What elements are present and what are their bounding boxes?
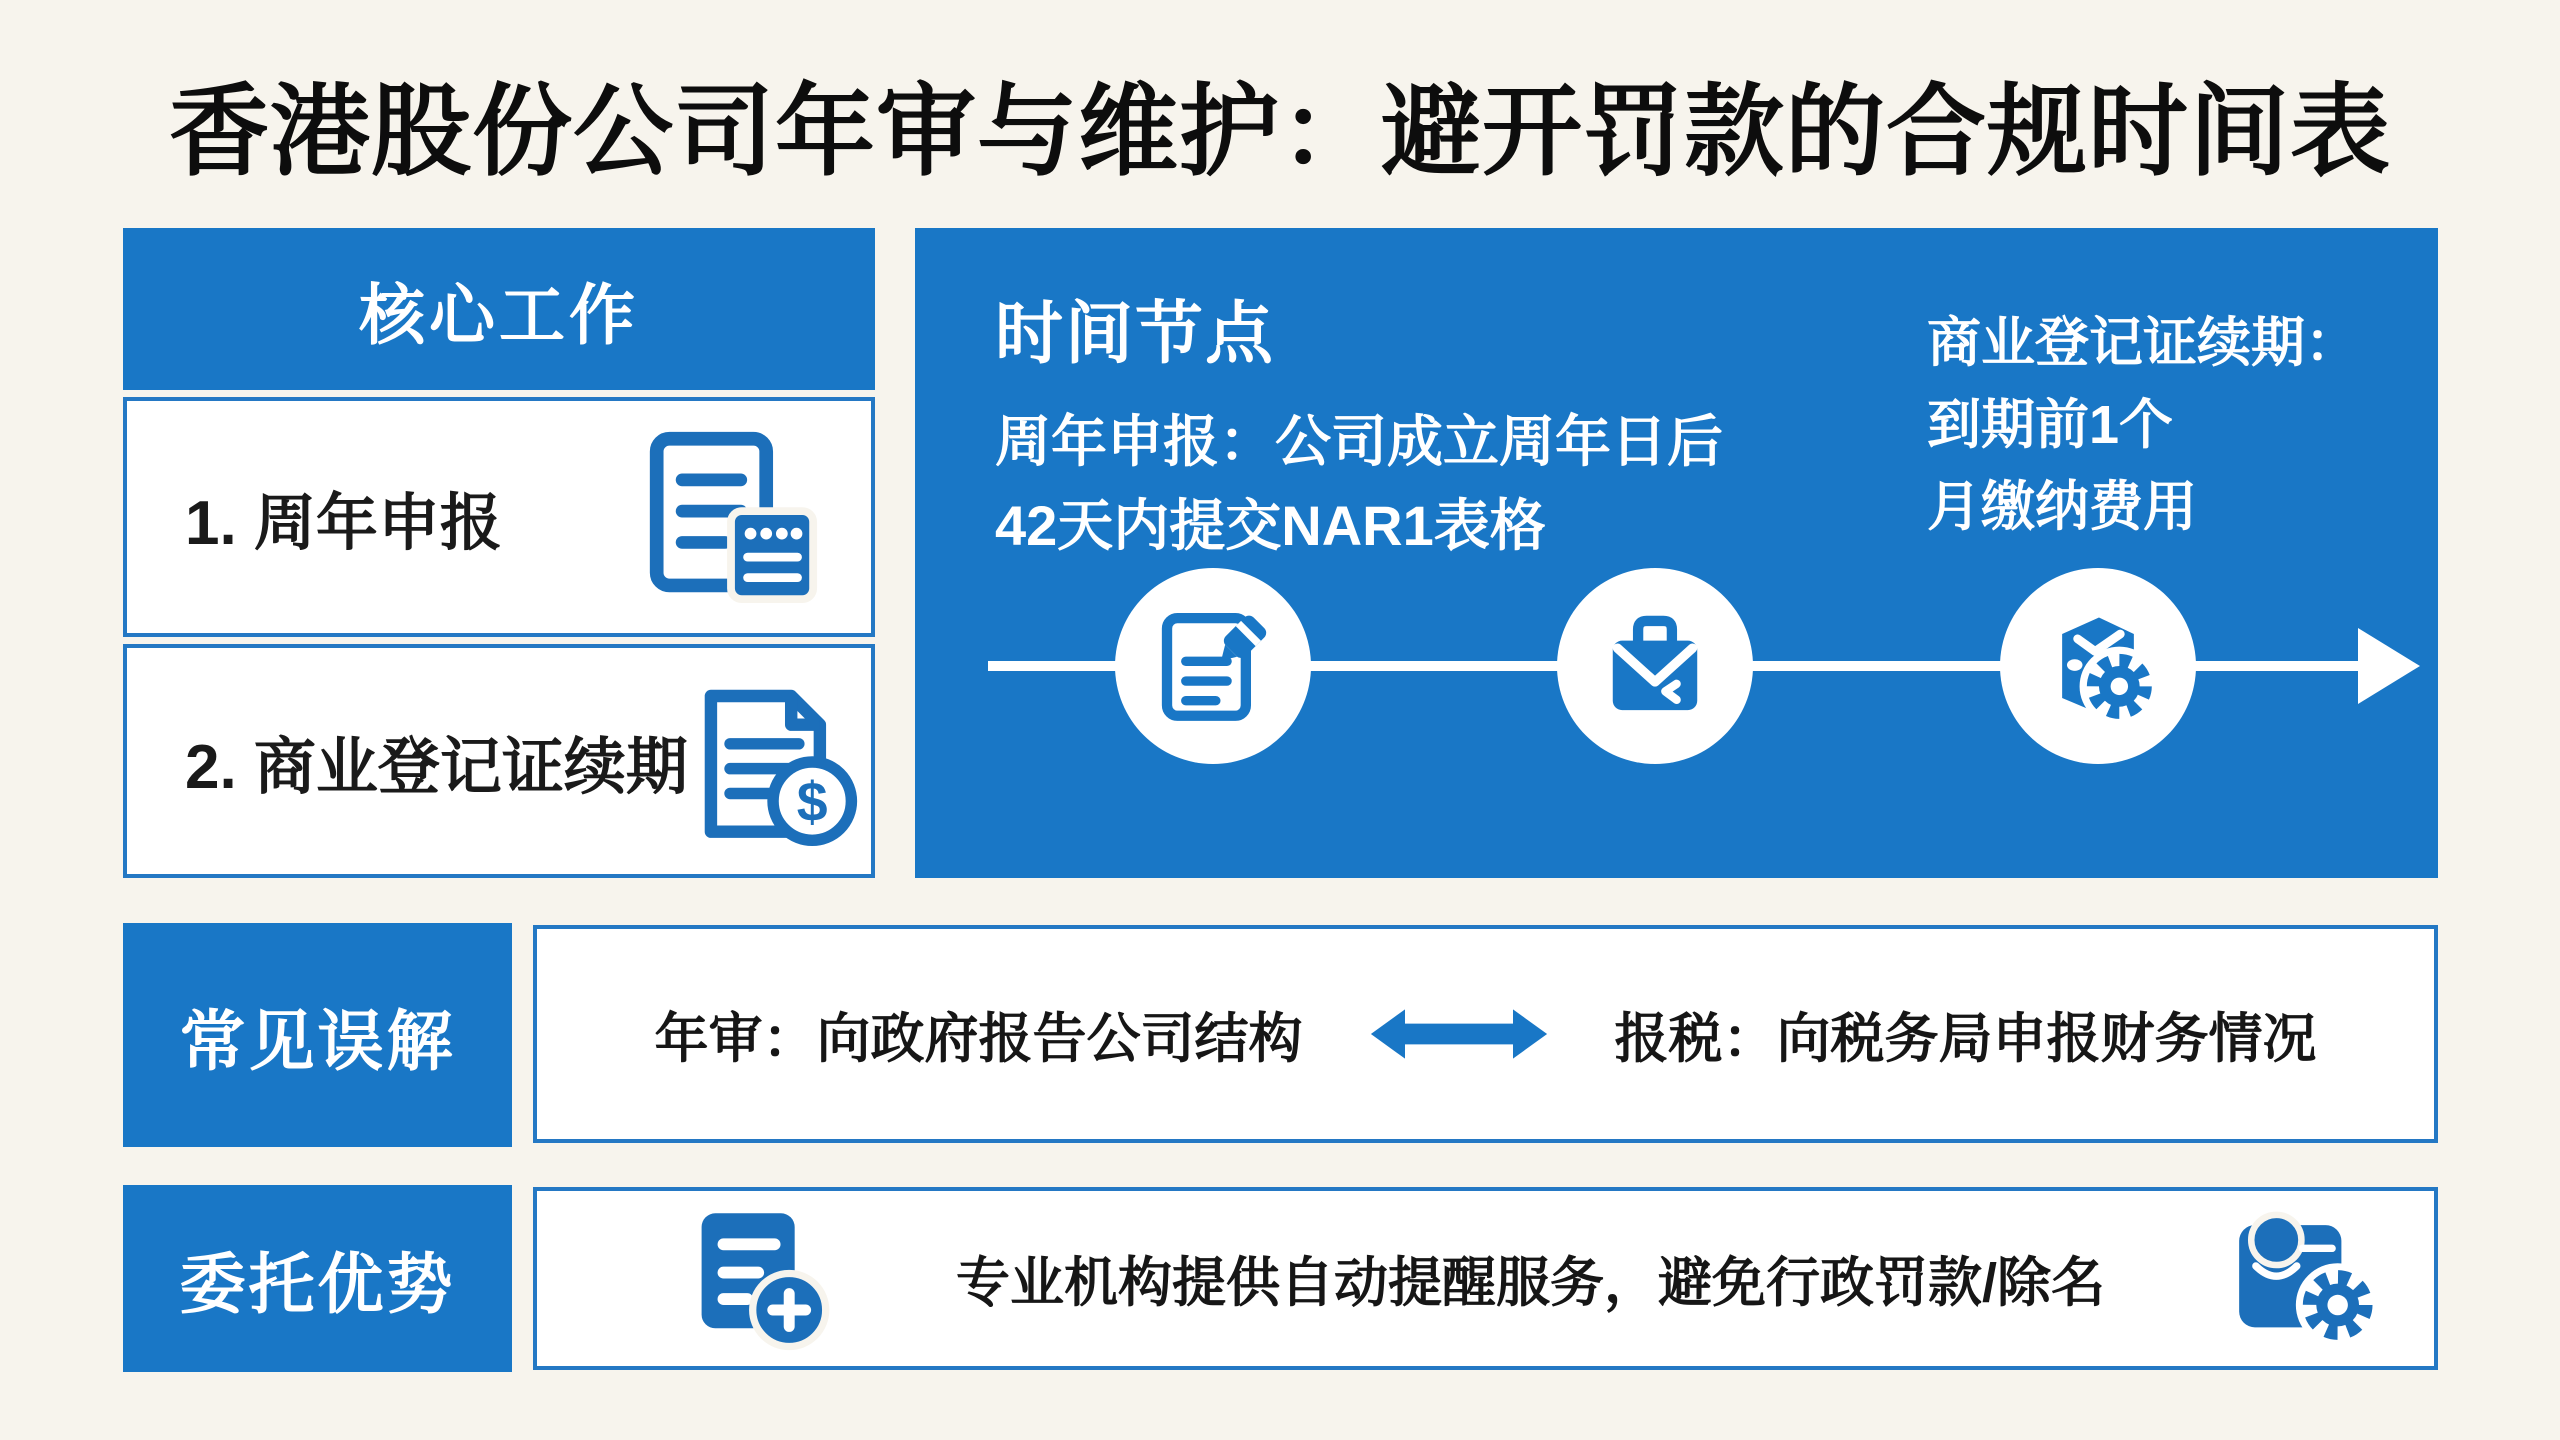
document-plus-icon <box>687 1206 833 1352</box>
br-renewal-note-line2: 到期前1个 <box>1927 395 2174 455</box>
double-arrow-icon <box>1369 1003 1549 1065</box>
document-dollar-icon <box>688 675 860 847</box>
misconception-left-text: 年审：向政府报告公司结构 <box>654 1008 1303 1069</box>
core-tasks-panel <box>123 228 875 878</box>
br-renewal-note-line1: 商业登记证续期： <box>1927 313 2359 373</box>
timeline-step-1 <box>1115 568 1311 764</box>
timeline-header: 时间节点 <box>995 296 1276 372</box>
misconception-label: 常见误解 <box>123 923 512 1147</box>
briefcase-check-icon <box>1594 605 1716 727</box>
timeline-step-3 <box>2000 568 2196 764</box>
delegation-label: 委托优势 <box>123 1185 512 1372</box>
core-task-item-br-renewal <box>123 644 875 878</box>
package-gear-icon <box>2035 603 2161 729</box>
br-renewal-note-line3: 月缴纳费用 <box>1927 477 2197 537</box>
person-gear-icon <box>2228 1204 2386 1354</box>
delegation-text: 专业机构提供自动提醒服务，避免行政罚款/除名 <box>955 1253 2105 1313</box>
annual-return-note-line2: 42天内提交NAR1表格 <box>995 494 1546 557</box>
annual-return-note <box>995 400 1723 568</box>
timeline-step-2 <box>1557 568 1753 764</box>
timeline-panel <box>915 228 2438 878</box>
timeline-arrowhead-icon <box>2358 628 2420 704</box>
core-task-item-annual-return <box>123 397 875 637</box>
delegation-content <box>533 1187 2438 1370</box>
core-tasks-header: 核心工作 <box>123 228 875 390</box>
misconception-content <box>533 925 2438 1143</box>
page-title: 香港股份公司年审与维护：避开罚款的合规时间表 <box>169 76 2391 188</box>
core-task-label: 2. 商业登记证续期 <box>185 732 688 802</box>
core-task-label: 1. 周年申报 <box>185 488 502 558</box>
document-report-icon <box>643 429 819 605</box>
svg-text:$: $ <box>796 771 828 834</box>
annual-return-note-line1: 周年申报：公司成立周年日后 <box>995 410 1723 473</box>
br-renewal-note <box>1927 302 2359 548</box>
document-pen-icon <box>1152 605 1274 727</box>
misconception-right-text: 报税：向税务局申报财务情况 <box>1614 1008 2317 1069</box>
